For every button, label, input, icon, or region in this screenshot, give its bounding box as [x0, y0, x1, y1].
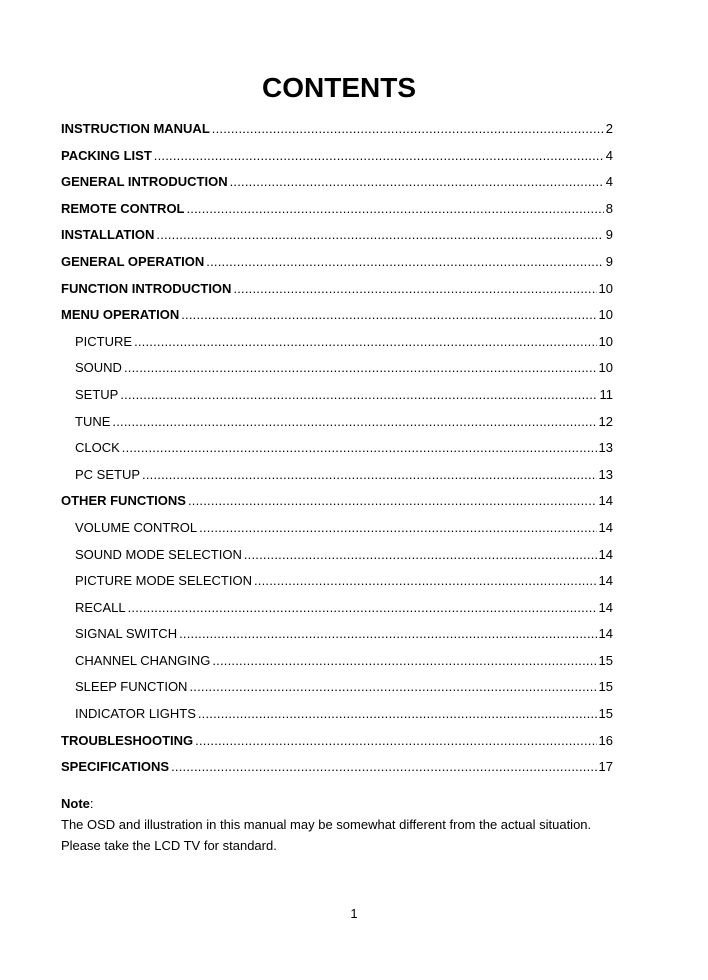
toc-entry-label: REMOTE CONTROL: [61, 200, 185, 216]
toc-leader-dots: [230, 169, 604, 196]
toc-entry-page: 14: [598, 493, 613, 509]
note-colon: :: [89, 796, 94, 811]
toc-entry: [61, 621, 613, 648]
toc-entry-label: INSTALLATION: [61, 227, 155, 243]
toc-entry-label: PICTURE MODE SELECTION: [75, 573, 252, 589]
toc-entry-label: CHANNEL CHANGING: [75, 652, 211, 668]
toc-entry-label: CLOCK: [75, 440, 120, 456]
toc-entry-page: . 9: [598, 227, 613, 243]
toc-leader-dots: [188, 488, 597, 515]
toc-entry: [61, 355, 613, 382]
toc-entry: [61, 169, 613, 196]
toc-entry-label: SOUND MODE SELECTION: [75, 546, 242, 562]
toc-leader-dots: [134, 329, 596, 356]
toc-entry-label: RECALL: [75, 599, 126, 615]
toc-entry-page: 4: [605, 147, 613, 163]
toc-entry-label: PACKING LIST: [61, 147, 152, 163]
toc-leader-dots: [171, 754, 596, 781]
toc-entry: [61, 276, 613, 303]
toc-leader-dots: [156, 222, 596, 249]
toc-entry: [61, 116, 613, 143]
toc-entry: [61, 222, 613, 249]
toc-entry: [61, 382, 613, 409]
toc-leader-dots: [179, 621, 596, 648]
toc-entry-page: 10: [598, 307, 613, 323]
toc-entry: [61, 754, 613, 781]
toc-entry-label: GENERAL OPERATION: [61, 253, 205, 269]
toc-entry-page: 10: [598, 333, 613, 349]
toc-entry-label: SETUP: [75, 386, 119, 402]
toc-leader-dots: [120, 382, 597, 409]
toc-entry: [61, 302, 613, 329]
toc-entry: [61, 143, 613, 170]
toc-entry: [61, 435, 613, 462]
toc-leader-dots: [195, 728, 596, 755]
toc-entry-label: SOUND: [75, 360, 122, 376]
note-line-2: Please take the LCD TV for standard.: [61, 838, 277, 853]
toc-entry: [61, 595, 613, 622]
toc-entry: [61, 462, 613, 489]
toc-entry-page: 14: [598, 599, 613, 615]
page-number: 1: [350, 906, 358, 921]
toc-entry-label: TUNE: [75, 413, 111, 429]
toc-entry: [61, 249, 613, 276]
toc-entry-page: 14: [598, 519, 613, 535]
toc-leader-dots: [112, 409, 596, 436]
toc-entry-page: 16: [598, 732, 613, 748]
toc-entry-page: 8: [605, 200, 613, 216]
toc-entry-page: 15: [598, 706, 613, 722]
toc-entry-label: FUNCTION INTRODUCTION: [61, 280, 232, 296]
toc-entry: [61, 674, 613, 701]
toc-entry-page: 4: [605, 174, 613, 190]
toc-leader-dots: [244, 542, 597, 569]
toc-entry-label: INDICATOR LIGHTS: [75, 706, 196, 722]
toc-entry-label: PC SETUP: [75, 466, 141, 482]
toc-entry: [61, 488, 613, 515]
toc-leader-dots: [181, 302, 596, 329]
toc-leader-dots: [212, 116, 604, 143]
toc-leader-dots: [212, 648, 596, 675]
toc-entry-page: 17: [598, 759, 613, 775]
toc-entry-label: INSTRUCTION MANUAL: [61, 121, 210, 136]
toc-entry-label: SPECIFICATIONS: [61, 759, 170, 775]
toc-leader-dots: [142, 462, 597, 489]
toc-entry-page: 14: [598, 626, 613, 642]
toc-entry: [61, 568, 613, 595]
toc-entry-page: 9: [605, 253, 613, 269]
toc-leader-dots: [199, 515, 596, 542]
toc-leader-dots: [154, 143, 604, 170]
toc-leader-dots: [206, 249, 604, 276]
toc-entry-page: 13: [598, 466, 613, 482]
toc-entry-label: OTHER FUNCTIONS: [61, 493, 186, 509]
toc-entry-page: 2: [605, 121, 613, 136]
toc-leader-dots: [124, 355, 597, 382]
toc-entry: [61, 196, 613, 223]
toc-entry: [61, 701, 613, 728]
note-title: Note: [61, 796, 90, 811]
toc-leader-dots: [122, 435, 597, 462]
toc-entry-label: PICTURE: [75, 333, 133, 349]
note-section: [61, 793, 661, 856]
toc-leader-dots: [187, 196, 604, 223]
toc-entry-label: GENERAL INTRODUCTION: [61, 174, 228, 190]
toc-entry-page: 10: [598, 360, 613, 376]
toc-entry: [61, 648, 613, 675]
note-line-1: The OSD and illustration in this manual may be somewhat different from the actual situation.: [61, 817, 592, 832]
toc-entry-page: 11: [599, 386, 613, 402]
toc-entry: [61, 409, 613, 436]
toc-entry-page: 15: [598, 652, 613, 668]
toc-entry: [61, 515, 613, 542]
toc-entry: [61, 728, 613, 755]
table-of-contents: [61, 116, 613, 781]
toc-leader-dots: [233, 276, 596, 303]
toc-entry-page: 12: [598, 413, 613, 429]
toc-entry-page: 15: [598, 679, 613, 695]
toc-entry-label: MENU OPERATION: [61, 307, 180, 323]
toc-entry-page: 13: [598, 440, 613, 456]
toc-entry-page: 14: [598, 546, 613, 562]
toc-leader-dots: [128, 595, 597, 622]
toc-leader-dots: [189, 674, 596, 701]
toc-leader-dots: [198, 701, 597, 728]
toc-entry-label: SLEEP FUNCTION: [75, 679, 188, 695]
toc-leader-dots: [254, 568, 597, 595]
toc-entry-label: TROUBLESHOOTING: [61, 732, 194, 748]
toc-entry-page: 14: [598, 573, 613, 589]
toc-entry: [61, 542, 613, 569]
toc-entry-label: SIGNAL SWITCH: [75, 626, 178, 642]
toc-entry-page: 10: [598, 280, 613, 296]
page-title: CONTENTS: [262, 72, 416, 103]
toc-entry: [61, 329, 613, 356]
toc-entry-label: VOLUME CONTROL: [75, 519, 198, 535]
